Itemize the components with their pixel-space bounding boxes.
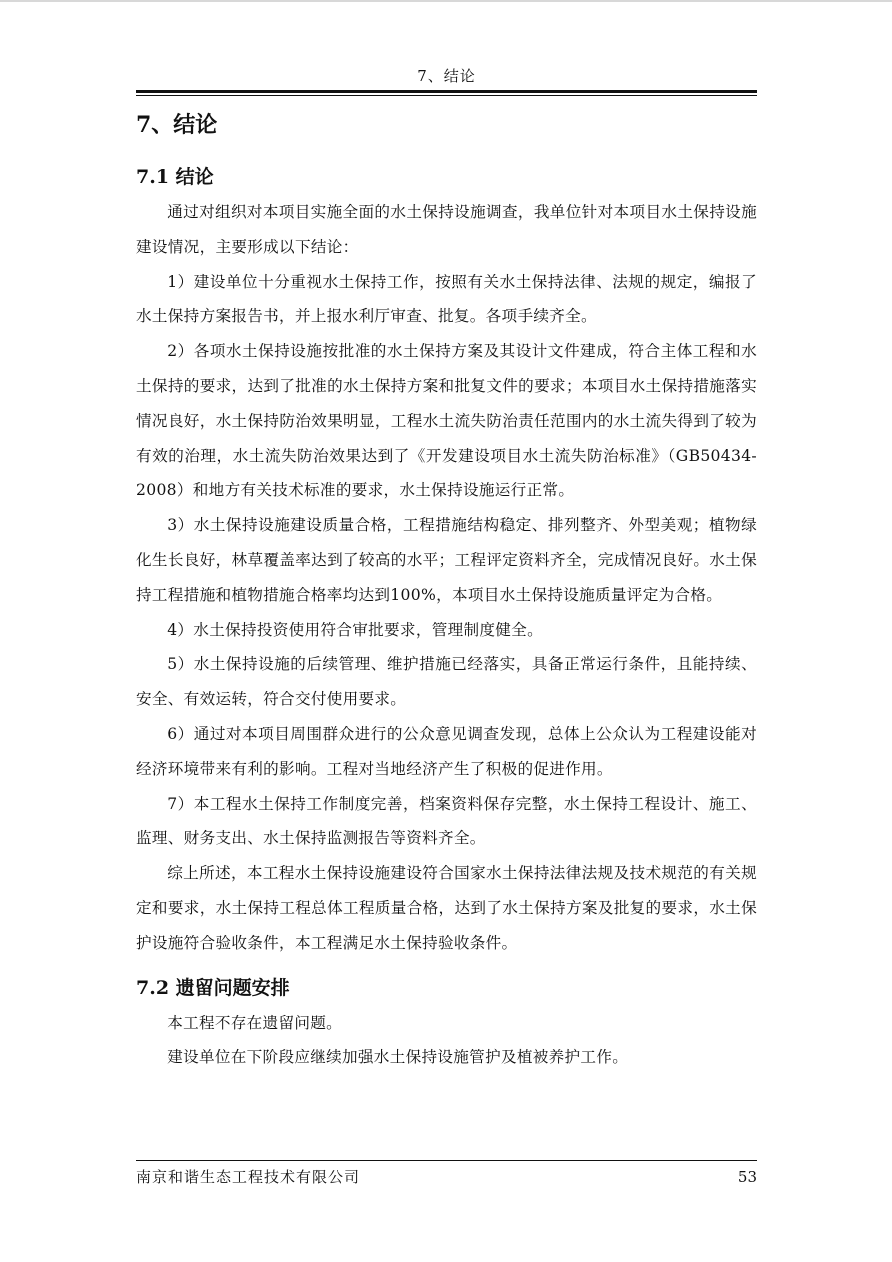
paragraph: 4）水土保持投资使用符合审批要求，管理制度健全。 [167,620,543,639]
paragraph: 1）建设单位十分重视水土保持工作，按照有关水土保持法律、法规的规定，编报了水土保持方案报告书，并上报水利厅审查、批复。各项手续齐全。 [136,272,757,326]
page-number: 53 [737,1168,757,1186]
paragraph: 3）水土保持设施建设质量合格，工程措施结构稳定、排列整齐、外型美观；植物绿化生长良好，林草覆盖率达到了较高的水平；工程评定资料齐全，完成情况良好。水土保持工程措施和植物措施合格率均达到100%，本项目水土保持设施质量评定为合格。 [136,516,757,604]
paragraph: 综上所述，本工程水土保持设施建设符合国家水土保持法律法规及技术规范的有关规定和要求，水土保持工程总体工程质量合格，达到了水土保持方案及批复的要求，水土保护设施符合验收条件，本工程满足水土保持验收条件。 [136,864,757,952]
paragraph: 通过对组织对本项目实施全面的水土保持设施调查，我单位针对本项目水土保持设施建设情况，主要形成以下结论： [136,203,757,256]
paragraph: 6）通过对本项目周围群众进行的公众意见调查发现，总体上公众认为工程建设能对经济环境带来有利的影响。工程对当地经济产生了积极的促进作用。 [136,724,757,778]
header-rule-thin [136,95,757,96]
paragraph: 建设单位在下阶段应继续加强水土保持设施管护及植被养护工作。 [167,1048,629,1067]
subsection-title-remaining-issues: 7.2 遗留问题安排 [136,976,290,999]
paragraph: 5）水土保持设施的后续管理、维护措施已经落实，具备正常运行条件，且能持续、安全、有效运转，符合交付使用要求。 [136,655,757,709]
paragraph: 本工程不存在遗留问题。 [167,1013,343,1032]
section-title: 7、结论 [136,112,218,138]
running-header: 7、结论 [417,67,476,85]
subsection-title-conclusion: 7.1 结论 [136,166,214,188]
page-top-edge [0,0,892,2]
footer-organization: 南京和谐生态工程技术有限公司 [136,1168,361,1186]
footer-rule [136,1160,757,1161]
paragraph: 7）本工程水土保持工作制度完善，档案资料保存完整，水土保持工程设计、施工、监理、财务支出、水土保持监测报告等资料齐全。 [136,794,757,848]
header-rule-thick [136,90,757,93]
paragraph: 2）各项水土保持设施按批准的水土保持方案及其设计文件建成，符合主体工程和水土保持的要求，达到了批准的水土保持方案和批复文件的要求；本项目水土保持措施落实情况良好，水土保持防治效果明显，工程水土流失防治责任范围内的水土流失得到了较为有效的治理，水土流失防治效果达到了《开发建设项目水土流失防治标准》（GB50434-2008）和地方有关技术标准的要求，水土保持设施运行正常。 [136,342,757,500]
page-content [136,108,757,1075]
